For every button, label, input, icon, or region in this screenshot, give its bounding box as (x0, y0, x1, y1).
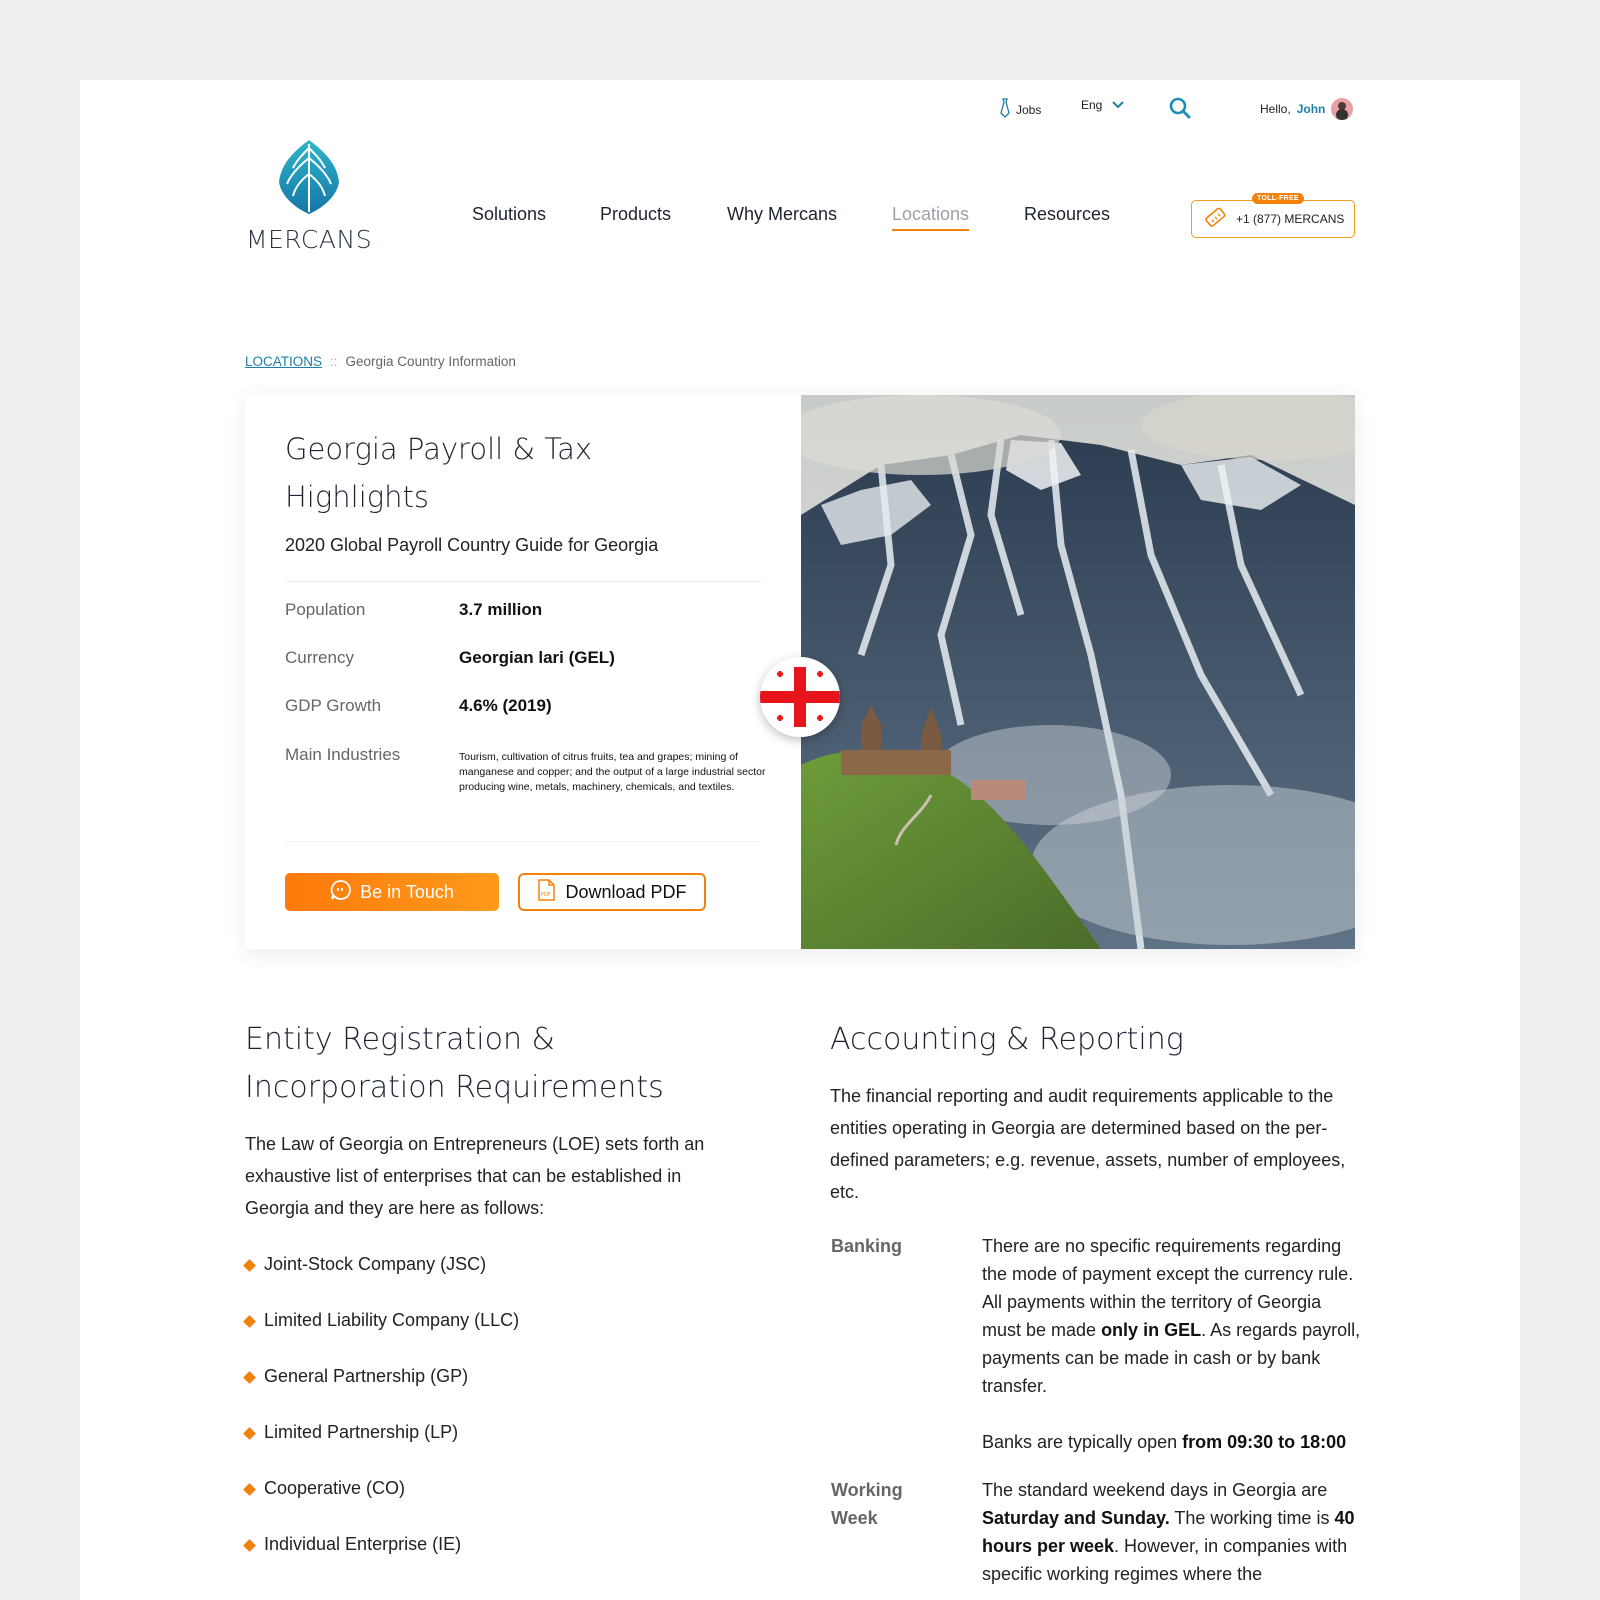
fact-value: Tourism, cultivation of citrus fruits, tea and grapes; mining of manganese and copper; and the output of a large industrial sector producing wine, metals, machinery, chemicals, and textiles. (459, 751, 766, 793)
banking-hours-text: Banks are typically open (982, 1432, 1183, 1452)
list-item (245, 1422, 519, 1478)
banking-text: . As regards payroll, payments can be made in cash or by bank transfer. (982, 1320, 1361, 1396)
nav-solutions[interactable]: Solutions (472, 204, 547, 224)
working-week-description (982, 1476, 1362, 1588)
working-text: The working time is (1169, 1508, 1335, 1528)
list-item-label: Cooperative (CO) (264, 1478, 406, 1498)
list-item-label: Limited Partnership (LP) (264, 1422, 459, 1442)
logo-text: MERCANS (245, 225, 373, 254)
working-text: . However, in companies with specific working regimes where the (982, 1536, 1348, 1584)
phone-number: +1 (877) MERCANS (1236, 212, 1345, 226)
fact-label: GDP Growth (285, 696, 382, 715)
nav-products[interactable]: Products (600, 204, 672, 224)
chat-icon (330, 879, 352, 906)
banking-emphasis: only in GEL (1101, 1320, 1202, 1340)
list-item (245, 1310, 519, 1366)
bullet-diamond-icon (243, 1539, 256, 1552)
georgia-landscape-image (801, 395, 1355, 949)
chevron-down-icon (1112, 98, 1124, 112)
fact-label: Currency (285, 648, 354, 667)
fact-row (285, 744, 785, 792)
page (80, 80, 1520, 1600)
accounting-section-title: Accounting & Reporting (830, 1022, 1184, 1057)
download-pdf-label: Download PDF (565, 881, 687, 902)
country-highlights-card (245, 395, 1355, 949)
fact-label: Main Industries (285, 745, 401, 764)
fact-value: 4.6% (2019) (459, 696, 552, 715)
download-pdf-button[interactable] (518, 873, 706, 911)
entity-intro: The Law of Georgia on Entrepreneurs (LOE) sets forth an exhaustive list of enterprises that can be established in Georgia and they are here as follows: (245, 1134, 705, 1218)
mercans-logo[interactable] (244, 138, 374, 254)
fact-row (285, 600, 785, 648)
banking-hours-emphasis: from 09:30 to 18:00 (1182, 1432, 1347, 1452)
svg-text:PDF: PDF (541, 891, 552, 898)
fact-value: 3.7 million (459, 600, 543, 619)
banking-paragraph (982, 1232, 1362, 1400)
nav-resources[interactable]: Resources (1024, 204, 1111, 224)
page-title: Georgia Payroll & Tax Highlights (285, 432, 593, 514)
logo-icon (273, 203, 345, 220)
pdf-icon (537, 879, 555, 906)
language-select[interactable] (1081, 98, 1124, 112)
highlights-panel (245, 395, 801, 949)
language-label: Eng (1081, 98, 1103, 112)
entity-types-list (245, 1254, 519, 1590)
user-greeting[interactable] (1260, 98, 1353, 120)
breadcrumb-locations[interactable]: LOCATIONS (245, 354, 323, 369)
banking-text: There are no specific requirements regarding the mode of payment except the currency rule. All payments within the territory of Georgia must be made (982, 1236, 1354, 1340)
hello-label: Hello, (1260, 102, 1291, 116)
working-emphasis: 40 hours per week (982, 1508, 1355, 1556)
be-in-touch-button[interactable] (285, 873, 499, 911)
accounting-intro: The financial reporting and audit requirements applicable to the entities operating in Georgia are determined based on the per-defined parameters; e.g. revenue, assets, number of employees, etc. (830, 1086, 1346, 1202)
avatar[interactable] (1331, 98, 1353, 120)
fact-label: Population (285, 600, 366, 619)
banking-hours (982, 1428, 1362, 1456)
list-item-label: Limited Liability Company (LLC) (264, 1310, 520, 1330)
list-item-label: General Partnership (GP) (264, 1366, 469, 1386)
list-item (245, 1478, 519, 1534)
fact-value: Georgian lari (GEL) (459, 648, 615, 667)
list-item (245, 1366, 519, 1422)
list-item-label: Joint-Stock Company (JSC) (264, 1254, 487, 1274)
phone-button[interactable] (1191, 195, 1355, 238)
jobs-label: Jobs (1016, 102, 1042, 117)
bullet-diamond-icon (243, 1315, 256, 1328)
be-in-touch-label: Be in Touch (360, 881, 454, 902)
breadcrumb-separator: :: (330, 354, 338, 369)
list-item-label: Individual Enterprise (IE) (264, 1534, 462, 1554)
georgia-flag-icon (760, 657, 840, 737)
fact-row (285, 648, 785, 696)
working-week-term: Working Week (831, 1480, 903, 1528)
facts-table (285, 600, 785, 792)
bullet-diamond-icon (243, 1259, 256, 1272)
search-icon[interactable] (1168, 96, 1192, 123)
banking-description (982, 1232, 1362, 1456)
banking-term: Banking (831, 1236, 903, 1256)
nav-locations[interactable]: Locations (892, 204, 970, 224)
guide-subtitle: 2020 Global Payroll Country Guide for Georgia (285, 535, 659, 555)
user-name: John (1296, 102, 1326, 116)
phone-icon (1204, 206, 1228, 233)
toll-free-badge: TOLL-FREE (1252, 193, 1304, 204)
working-emphasis: Saturday and Sunday. (982, 1508, 1170, 1528)
nav-why-mercans[interactable]: Why Mercans (727, 204, 838, 224)
tie-icon (1000, 98, 1010, 121)
jobs-link[interactable] (1000, 98, 1041, 121)
divider (285, 581, 761, 582)
bullet-diamond-icon (243, 1483, 256, 1496)
fact-row (285, 696, 785, 744)
divider (285, 841, 761, 842)
list-item (245, 1254, 519, 1310)
bullet-diamond-icon (243, 1371, 256, 1384)
breadcrumb (245, 354, 516, 369)
working-text: The standard weekend days in Georgia are (982, 1480, 1328, 1500)
bullet-diamond-icon (243, 1427, 256, 1440)
utility-bar (80, 98, 1520, 124)
breadcrumb-current: Georgia Country Information (345, 354, 516, 369)
entity-section-title: Entity Registration & Incorporation Requirements (245, 1022, 664, 1105)
working-week-paragraph (982, 1476, 1362, 1588)
list-item (245, 1534, 519, 1590)
